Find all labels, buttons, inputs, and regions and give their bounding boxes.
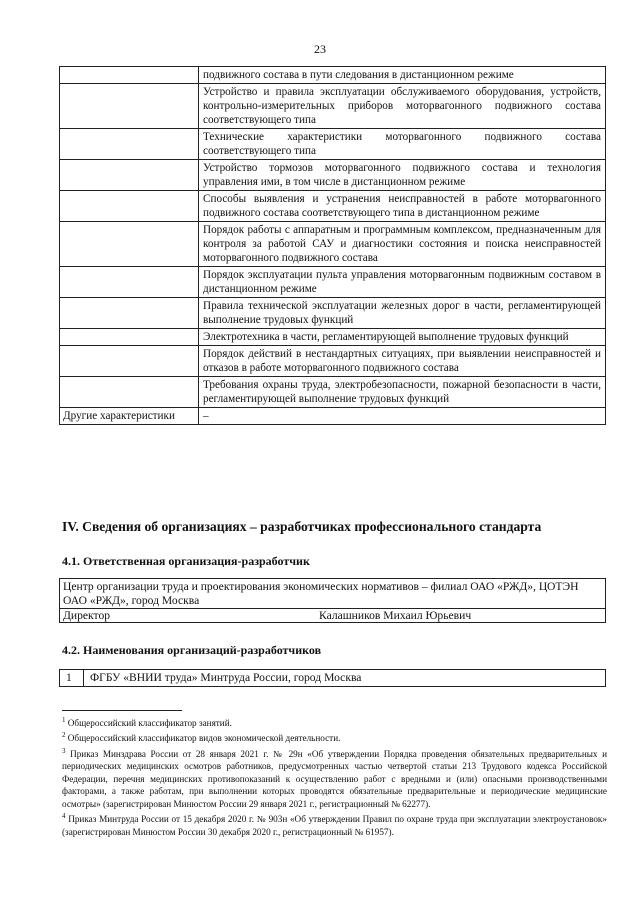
subsection-title-responsible-org: 4.1. Ответственная организация-разработчик: [62, 554, 310, 568]
row-text: Порядок работы с аппаратным и программным комплексом, предназначенным для контроля за работой САУ и диагностики состояния и поиска неисправностей моторвагонного подвижного состава: [199, 222, 606, 267]
table-row: [60, 191, 606, 222]
row-label: [60, 67, 199, 84]
developer-name: ФГБУ «ВНИИ труда» Минтруда России, город Москва: [90, 671, 362, 684]
row-label: [60, 377, 199, 408]
row-label: [60, 191, 199, 222]
row-label: [60, 298, 199, 329]
knowledge-requirements-table: [59, 66, 606, 425]
footnotes: [62, 714, 607, 838]
page-number: 23: [314, 42, 326, 56]
table-row: [60, 298, 606, 329]
table-row: [60, 222, 606, 267]
row-text: Правила технической эксплуатации железных дорог в части, регламентирующей выполнение трудовых функций: [199, 298, 606, 329]
row-label: [60, 84, 199, 129]
footnote: [62, 714, 607, 729]
footnote: [62, 729, 607, 744]
row-label-other-characteristics: Другие характеристики: [60, 408, 199, 425]
row-label: [60, 329, 199, 346]
footnote-separator: [62, 710, 182, 711]
developer-number: 1: [60, 670, 84, 686]
responsible-organization-box: [59, 578, 606, 623]
director-name: Калашников Михаил Юрьевич: [319, 609, 472, 622]
director-row: [60, 608, 605, 622]
table-row: [60, 67, 606, 84]
row-label: [60, 129, 199, 160]
table-row: [60, 346, 606, 377]
row-text: –: [199, 408, 606, 425]
row-text: Устройство тормозов моторвагонного подвижного состава и технология управления ими, в том числе в дистанционном режиме: [199, 160, 606, 191]
row-text: Устройство и правила эксплуатации обслуживаемого оборудования, устройств, контрольно-измерительных приборов моторвагонного подвижного состава соответствующего типа: [199, 84, 606, 129]
table-row: [60, 408, 606, 425]
table-row: [60, 84, 606, 129]
footnote: [62, 810, 607, 838]
table-row: [60, 160, 606, 191]
row-label: [60, 222, 199, 267]
organization-name: Центр организации труда и проектирования экономических нормативов – филиал ОАО «РЖД», ЦОТЭН ОАО «РЖД», город Москва: [63, 580, 579, 607]
table-row: [60, 129, 606, 160]
footnote-text: Общероссийский классификатор видов экономической деятельности.: [67, 733, 341, 744]
footnote-text: Общероссийский классификатор занятий.: [67, 718, 232, 729]
table-row: [60, 329, 606, 346]
row-text: подвижного состава в пути следования в дистанционном режиме: [199, 67, 606, 84]
row-label: [60, 160, 199, 191]
row-text: Технические характеристики моторвагонного подвижного состава соответствующего типа: [199, 129, 606, 160]
row-text: Электротехника в части, регламентирующей выполнение трудовых функций: [199, 329, 606, 346]
director-role: Директор: [63, 609, 111, 622]
row-text: Требования охраны труда, электробезопасности, пожарной безопасности в части, регламентирующей выполнение трудовых функций: [199, 377, 606, 408]
row-text: Порядок действий в нестандартных ситуациях, при выявлении неисправностей и отказов в работе моторвагонного подвижного состава: [199, 346, 606, 377]
footnote-mark: 3: [62, 746, 66, 755]
section-title: IV. Сведения об организациях – разработчиках профессионального стандарта: [62, 519, 542, 534]
footnote: [62, 745, 607, 810]
table-row: [60, 377, 606, 408]
row-text: Способы выявления и устранения неисправностей в работе моторвагонного подвижного состава соответствующего типа в дистанционном режиме: [199, 191, 606, 222]
table-row: [60, 267, 606, 298]
developer-row: [59, 669, 606, 687]
footnote-text: Приказ Минздрава России от 28 января 2021 г. № 29н «Об утверждении Порядка проведения обязательных предварительных и периодических медицинских осмотров работников, предусмотренных частью четвертой статьи 213 Трудового кодекса Российской Федерации, перечня медицинских противопоказаний к осуществлению работ с вредными и (или) опасными производственными факторами, а также работам, при выполнении которых проводятся обязательные предварительные и периодические медицинские осмотры» (зарегистрирован Минюстом России 29 января 2021 г., регистрационный № 62277).: [62, 749, 608, 809]
footnote-mark: 4: [62, 812, 66, 821]
footnote-mark: 2: [62, 731, 66, 740]
subsection-title-developers: 4.2. Наименования организаций-разработчиков: [62, 643, 322, 657]
row-text: Порядок эксплуатации пульта управления моторвагонным подвижным составом в дистанционном режиме: [199, 267, 606, 298]
footnote-mark: 1: [62, 716, 66, 724]
footnote-text: Приказ Минтруда России от 15 декабря 2020 г. № 903н «Об утверждении Правил по охране труда при эксплуатации электроустановок» (зарегистрирован Минюстом России 30 декабря 2020 г., регистрационный № 61957).: [62, 814, 607, 837]
row-label: [60, 267, 199, 298]
row-label: [60, 346, 199, 377]
